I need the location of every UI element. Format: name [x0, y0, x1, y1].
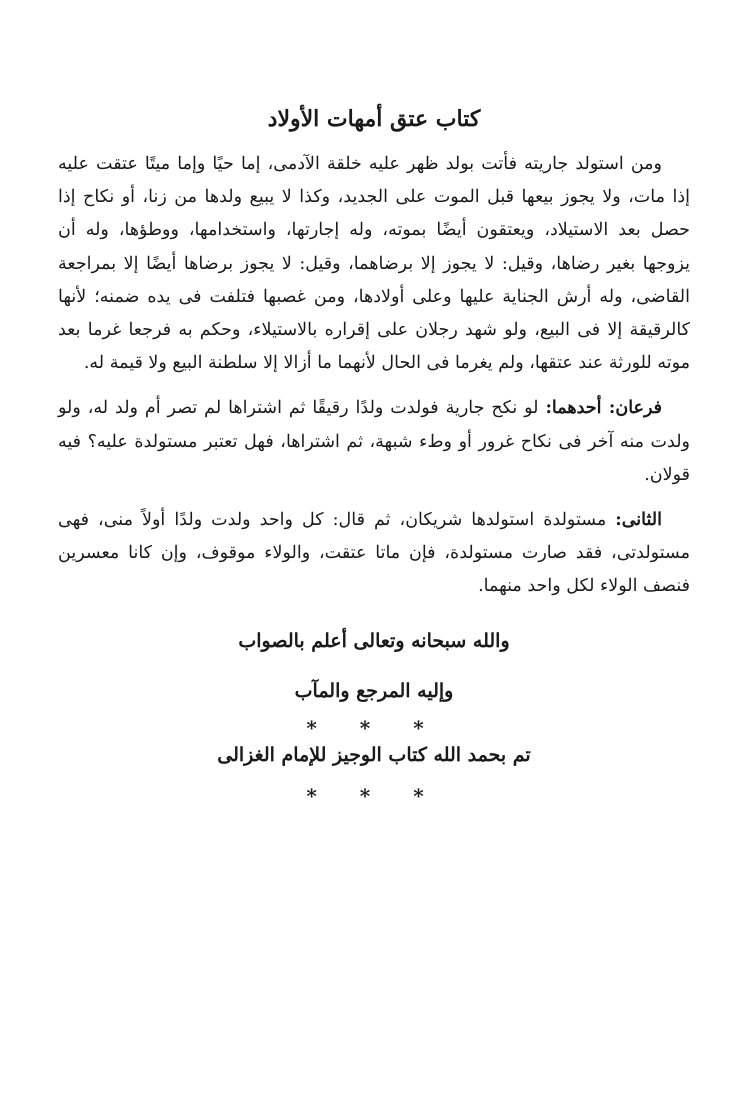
closing-line-allah-knows-best: والله سبحانه وتعالى أعلم بالصواب [238, 629, 510, 652]
book-end-line: تم بحمد الله كتاب الوجيز للإمام الغزالى [217, 743, 531, 766]
page-body [58, 104, 690, 808]
branch-one-text: لو نكح جارية فولدت ولدًا رقيقًا ثم اشتراها لم تصر أم ولد له، ولو ولدت منه آخر فى نكاح غرور أو وطء شبهة، ثم اشتراها، فهل تعتبر مستولدة عليه؟ فيه قولان. [58, 398, 690, 485]
separator-stars-final: * * * [306, 783, 442, 808]
branch-one-paragraph [58, 392, 690, 492]
branch-two-paragraph [58, 504, 690, 604]
branch-two-text: مستولدة استولدها شريكان، ثم قال: كل واحد ولدت ولدًا أولاً منى، فهى مستولدتى، فقد صارت مستولدة، فإن ماتا عتقت، والولاء موقوف، وإن كانا معسرين فنصف الولاء لكل واحد منهما. [58, 510, 690, 597]
branch-one-heading: فرعان: أحدهما: [545, 398, 663, 419]
branch-two-heading: الثانى: [615, 510, 662, 531]
main-paragraph: ومن استولد جاريته فأتت بولد ظهر عليه خلقة الآدمى، إما حيًا وإما ميتًا عتقت عليه إذا مات، ولا يجوز بيعها قبل الموت على الجديد، وكذا لا يبيع ولدها من زنا، أو نكاح إذا حصل بعد الاستيلاد، ويعتقون أيضًا بموته، وله إجارتها، واستخدامها، ووطؤها، وله أن يزوجها بغير رضاها، وقيل: لا يجوز إلا برضاهما، وقيل: لا يجوز برضاها أيضًا إلا بمراجعة القاضى، وله أرش الجناية عليها وعلى أولادها، ومن غصبها فتلفت فى يده ضمنه؛ لأنها كالرقيقة إلا فى البيع، ولو شهد رجلان على إقراره بالاستيلاء، وحكم به فرجعا غرما بعد موته للورثة عند عتقها، ولم يغرما فى الحال لأنهما ما أزالا إلا سلطنة البيع ولا قيمة له. [58, 154, 690, 374]
closing-line-return: وإليه المرجع والمآب [294, 679, 454, 702]
separator-stars: * * * [306, 715, 442, 740]
chapter-title: كتاب عتق أمهات الأولاد [267, 106, 481, 132]
